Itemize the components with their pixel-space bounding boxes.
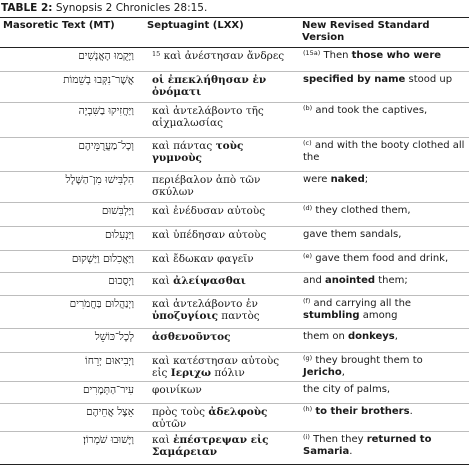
nrsv-cell [299,72,469,103]
table-row [0,172,469,203]
nrsv-cell [299,251,469,273]
text-run: ἀλείψασθαι [173,275,246,287]
nrsv-cell [299,329,469,353]
mt-cell: וַיְבִיאוּם יְרֵחוֹ [0,353,144,382]
nrsv-cell [299,138,469,172]
text-run: naked [330,174,365,185]
nrsv-cell [299,172,469,203]
mt-cell: וַיְנַהֲלוּם בַּחֲמֹרִים [0,296,144,329]
mt-cell: לְכָל־כּוֹשֵׁל [0,329,144,353]
table-row [0,432,469,465]
lxx-cell [144,72,299,103]
table-header [0,18,469,48]
mt-cell: וַיְסֻכוּם [0,273,144,296]
text-run: . [349,446,353,457]
mt-cell: וַיַּנְעִלוּם [0,227,144,251]
synopsis-table [0,17,469,465]
header-mt: Masoretic Text (MT) [0,18,144,48]
text-run: ; [364,174,369,185]
table-caption [0,0,469,17]
nrsv-cell [299,432,469,465]
text-run: περιέβαλον ἀπὸ τῶν σκύλων [152,174,261,198]
mt-cell: הִלְבִּישׁוּ מִן־הַשָּׁלָל [0,172,144,203]
nrsv-cell [299,103,469,138]
text-run: and took the captives, [312,105,428,116]
mt-cell: אֲשֶׁר־נִקְּבוּ בְשֵׁמוֹת [0,72,144,103]
table-row [0,103,469,138]
text-run: φοινίκων [152,384,202,396]
text-run: and [303,275,325,286]
lxx-cell [144,404,299,432]
text-run: to their brothers [315,406,410,417]
lxx-cell [144,103,299,138]
text-run: , [394,331,398,342]
text-run: καὶ κατέστησαν αὐτοὺς εἰς [152,355,280,379]
text-run: anointed [325,275,376,286]
text-run: ἐπέστρεψαν εἰς Σαμάρειαν [152,434,269,458]
text-run: . [409,406,413,417]
lxx-cell [144,329,299,353]
mt-cell: עִיר־הַתְּמָרִים [0,382,144,404]
mt-cell: וַיָּקֻמוּ הָאֲנָשִׁים [0,48,144,72]
lxx-cell [144,48,299,72]
text-run: among [359,310,398,321]
header-row [0,18,469,48]
nrsv-cell [299,273,469,296]
text-run: the city of palms, [303,384,391,395]
text-run: ἀσθενοῦντος [152,331,231,343]
table-row [0,273,469,296]
text-run: πρὸς τοὺς [152,406,209,418]
lxx-cell [144,296,299,329]
nrsv-cell [299,48,469,72]
verse-marker: (d) [303,204,313,212]
verse-marker: (i) [303,433,310,441]
mt-cell: וַיַּחֲזִיקוּ בַשִּׁבְיָה [0,103,144,138]
text-run: gave them sandals, [303,229,402,240]
lxx-cell [144,273,299,296]
lxx-cell [144,353,299,382]
text-run: καὶ ἀντελάβοντο τῆς αἰχμαλωσίας [152,105,264,129]
text-run: stumbling [303,310,360,321]
nrsv-cell [299,296,469,329]
nrsv-cell [299,353,469,382]
header-nrsv: New Revised Standard Version [299,18,469,48]
nrsv-cell [299,203,469,227]
text-run: καὶ ἐνέδυσαν αὐτοὺς [152,205,266,217]
text-run: τοὺς γυμνοὺς [152,140,244,164]
text-run: returned to Samaria [303,434,432,457]
header-lxx: Septuagint (LXX) [144,18,299,48]
text-run: καὶ πάντας [152,140,216,152]
text-run: them; [375,275,408,286]
verse-marker: 15 [152,50,161,58]
text-run: οἱ ἐπεκλήθησαν ἐν ὀνόματι [152,74,267,98]
table-body [0,48,469,465]
text-run: ὑποζυγίοις [152,310,218,322]
text-run: they clothed them, [312,205,411,216]
text-run: καὶ [152,434,174,446]
table-row [0,48,469,72]
table-row [0,203,469,227]
text-run: πόλιν [211,367,245,379]
text-run: ἀδελφοὺς [208,406,268,418]
text-run: specified by name [303,74,406,85]
text-run: παντὸς [217,310,260,322]
table-row [0,138,469,172]
text-run: them on [303,331,348,342]
text-run: stood up [405,74,453,85]
text-run: καὶ ἀντελάβοντο ἐν [152,298,258,310]
mt-cell: וְכָל־מַעֲרֻמֵּיהֶם [0,138,144,172]
table-row [0,296,469,329]
text-run: καὶ ὑπέδησαν αὐτοὺς [152,229,267,241]
text-run: they brought them to [312,355,423,366]
text-run: αὐτῶν [152,418,187,430]
text-run: Ιεριχω [170,367,212,379]
verse-marker: (f) [303,297,311,305]
text-run: and with the booty clothed all the [303,140,465,163]
table-row [0,382,469,404]
lxx-cell [144,172,299,203]
text-run: Then [320,50,352,61]
verse-marker: (h) [303,405,313,413]
mt-cell: וַיַּלְבִּשׁוּם [0,203,144,227]
text-run: donkeys [347,331,395,342]
text-run: Then they [309,434,367,445]
nrsv-cell [299,227,469,251]
verse-marker: (g) [303,354,313,362]
verse-marker: (e) [303,252,313,260]
text-run: and carrying all the [310,298,412,309]
text-run: καὶ ἀνέστησαν ἄνδρες [160,50,285,62]
text-run: Jericho [303,367,342,378]
text-run: gave them food and drink, [312,253,449,264]
caption-text: Synopsis 2 Chronicles 28:15. [55,2,208,14]
lxx-cell [144,432,299,465]
table-row [0,227,469,251]
lxx-cell [144,227,299,251]
caption-label: TABLE 2: [1,2,53,14]
table-row [0,404,469,432]
text-run: καὶ ἔδωκαν φαγεῖν [152,253,254,265]
table-row [0,251,469,273]
text-run: , [341,367,345,378]
mt-cell: אֵצֶל אֲחֵיהֶם [0,404,144,432]
verse-marker: (c) [303,139,312,147]
lxx-cell [144,203,299,227]
text-run: were [303,174,331,185]
table-row [0,72,469,103]
nrsv-cell [299,382,469,404]
text-run: καὶ [152,275,174,287]
mt-cell: וַיַּאֲכִלוּם וַיַּשְׁקוּם [0,251,144,273]
mt-cell: וַיָּשׁוּבוּ שֹׁמְרוֹן׃ [0,432,144,465]
table-row [0,353,469,382]
table-row [0,329,469,353]
verse-marker: (b) [303,104,313,112]
text-run: those who were [351,50,442,61]
verse-marker: (15a) [303,49,321,57]
lxx-cell [144,382,299,404]
nrsv-cell [299,404,469,432]
lxx-cell [144,138,299,172]
lxx-cell [144,251,299,273]
